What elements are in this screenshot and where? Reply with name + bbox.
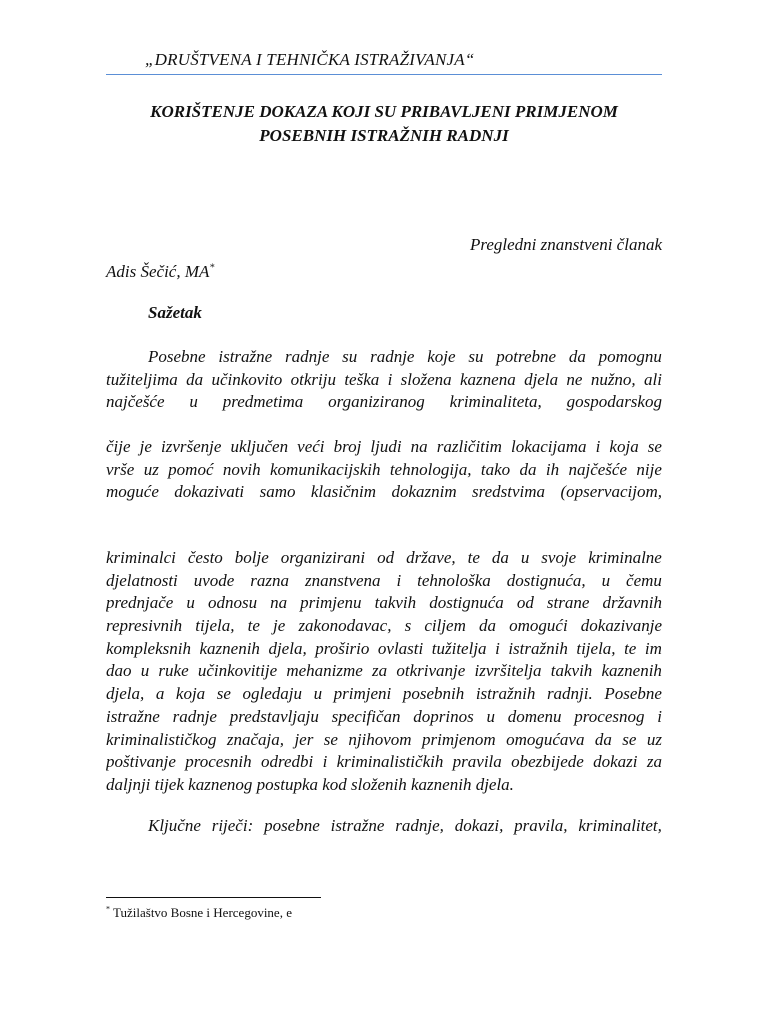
footnote-text: Tužilaštvo Bosne i Hercegovine, e xyxy=(110,905,292,920)
article-title-line-1: KORIŠTENJE DOKAZA KOJI SU PRIBAVLJENI PRIMJENOM xyxy=(150,102,618,121)
text-line: djelatnosti uvode razna znanstvena i tehnološka dostignuća, u čemu xyxy=(106,570,662,590)
footnote xyxy=(106,905,292,921)
text-line: istražne radnje predstavljaju specifičan doprinos u domenu procesnog i xyxy=(106,706,662,726)
abstract-paragraph-2 xyxy=(106,436,662,504)
text-line: dao u ruke učinkovitije mehanizme za otkrivanje izvršitelja takvih kaznenih xyxy=(106,661,662,681)
text-line: čije je izvršenje uključen veći broj ljudi na različitim lokacijama i koja se xyxy=(106,437,662,456)
text-line: kompleksnih kaznenih djela, proširio ovlasti tužitelja i istražnih tijela, te im xyxy=(106,638,662,658)
text-line: daljnji tijek kaznenog postupka kod složenih kaznenih djela. xyxy=(106,774,514,794)
text-line: kriminalističkog značaja, jer se njihovom primjenom omogućava da se uz xyxy=(106,729,662,749)
footnote-mark: * xyxy=(106,904,110,914)
text-line: moguće dokazivati samo klasičnim dokaznim sredstvima (opservacijom, xyxy=(106,482,662,502)
text-line: najčešće u predmetima organiziranog kriminaliteta, gospodarskog xyxy=(106,392,662,412)
text-line: tužiteljima da učinkovito otkriju teška i složena kaznena djela ne nužno, ali xyxy=(106,369,662,389)
text-line: vrše uz pomoć novih komunikacijskih tehnologija, tako da ih najčešće nije xyxy=(106,459,662,479)
author xyxy=(106,262,214,282)
abstract-paragraph-3 xyxy=(106,547,662,797)
footnote-rule xyxy=(106,897,321,898)
text-line: Posebne istražne radnje su radnje koje su potrebne da pomognu xyxy=(148,347,662,366)
text-line: djela, a koja se ogledaju u primjeni posebnih istražnih radnji. Posebne xyxy=(106,684,662,704)
article-title xyxy=(106,100,662,148)
abstract-paragraph-1 xyxy=(106,346,662,414)
author-footnote-mark: * xyxy=(209,262,215,274)
author-name: Adis Šečić, MA xyxy=(106,262,210,281)
text-line: poštivanje procesnih odredbi i kriminalističkih pravila obezbijede dokazi za xyxy=(106,752,662,772)
header-rule xyxy=(106,74,662,75)
article-type: Pregledni znanstveni članak xyxy=(470,235,662,254)
article-title-line-2: POSEBNIH ISTRAŽNIH RADNJI xyxy=(259,126,509,145)
keywords-line: Ključne riječi: posebne istražne radnje, dokazi, pravila, kriminalitet, xyxy=(148,816,662,835)
keywords xyxy=(106,815,662,838)
text-line: represivnih tijela, te je zakonodavac, s ciljem da omogući dokazivanje xyxy=(106,616,662,636)
text-line: prednjače u odnosu na primjenu takvih dostignuća od strane državnih xyxy=(106,593,662,613)
running-header: „DRUŠTVENA I TEHNIČKA ISTRAŽIVANJA“ xyxy=(145,50,475,69)
abstract-heading: Sažetak xyxy=(148,303,202,322)
text-line: kriminalci često bolje organizirani od države, te da u svoje kriminalne xyxy=(106,548,662,567)
